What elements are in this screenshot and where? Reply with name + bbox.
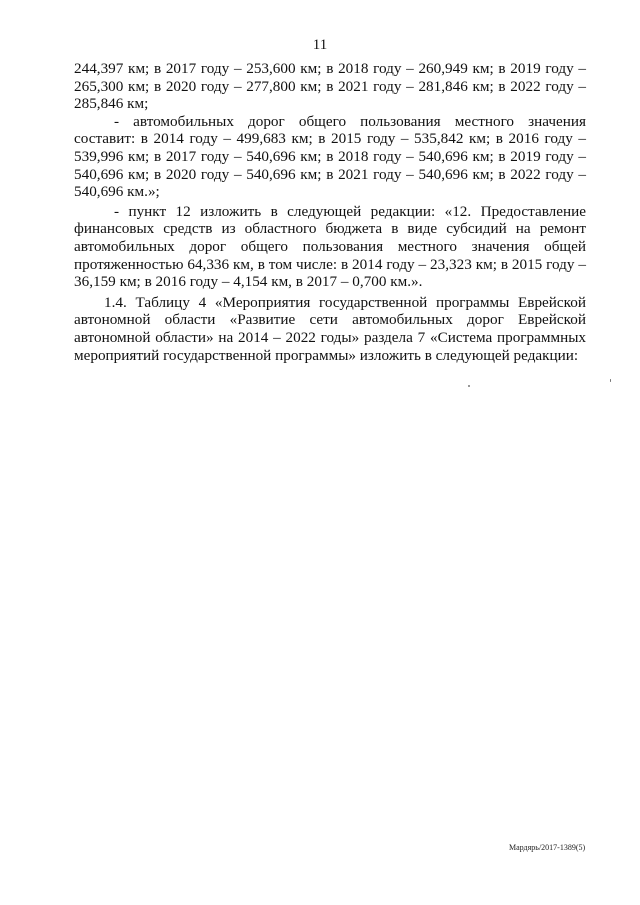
footer-document-code: Мардярь/2017-1389(5) (509, 843, 586, 852)
page-number: 11 (312, 37, 328, 53)
paragraph-local-roads-lengths: - автомобильных дорог общего пользования местного значения составит: в 2014 году – 499,683 км; в 2015 году – 535,842 км; в 2016 году – 539,996 км; в 2017 году – 540,696 км; в 2018 году – 540,696 км; в 2019 году – 540,696 км; в 2020 году – 540,696 км; в 2021 году – 540,696 км; в 2022 году – 540,696 км.»; (74, 112, 586, 201)
document-body (74, 60, 586, 364)
scan-speck (610, 379, 611, 382)
paragraph-table-4: 1.4. Таблицу 4 «Мероприятия государственной программы Еврейской автономной области «Развитие сети автомобильных дорог Еврейской автономной области» на 2014 – 2022 годы» раздела 7 «Система программных мероприятий государственной программы» изложить в следующей редакции: (74, 293, 586, 364)
paragraph-regional-roads-lengths: 244,397 км; в 2017 году – 253,600 км; в 2018 году – 260,949 км; в 2019 году – 265,300 км; в 2020 году – 277,800 км; в 2021 году – 281,846 км; в 2022 году – 285,846 км; (74, 60, 586, 113)
scan-speck (468, 385, 470, 387)
paragraph-point-12: - пункт 12 изложить в следующей редакции: «12. Предоставление финансовых средств из областного бюджета в виде субсидий на ремонт автомобильных дорог общего пользования местного значения общей протяженностью 64,336 км, в том числе: в 2014 году – 23,323 км; в 2015 году – 36,159 км; в 2016 году – 4,154 км, в 2017 – 0,700 км.». (74, 202, 586, 291)
